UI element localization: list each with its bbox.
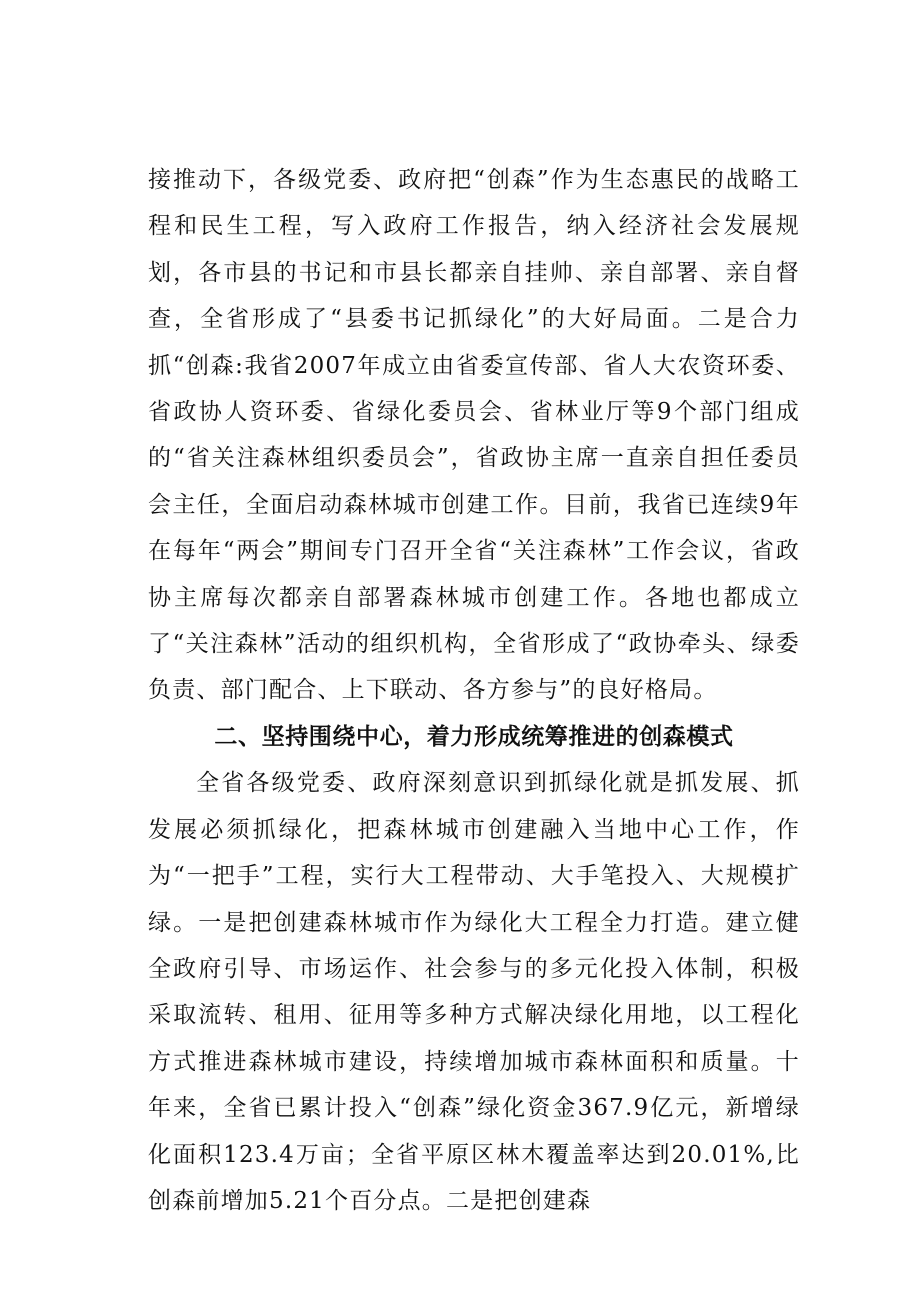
document-body bbox=[148, 157, 800, 1224]
body-paragraph-section-2: 全省各级党委、政府深刻意识到抓绿化就是抓发展、抓发展必须抓绿化，把森林城市创建融入当地中心工作，作为“一把手”工程，实行大工程带动、大手笔投入、大规模扩绿。一是把创建森林城市作为绿化大工程全力打造。建立健全政府引导、市场运作、社会参与的多元化投入体制，积极采取流转、租用、征用等多种方式解决绿化用地，以工程化方式推进森林城市建设，持续增加城市森林面积和质量。十年来，全省已累计投入“创森”绿化资金367.9亿元，新增绿化面积123.4万亩；全省平原区林木覆盖率达到20.01%,比创森前增加5.21个百分点。二是把创建森 bbox=[148, 770, 800, 1214]
section-heading: 二、坚持围绕中心，着力形成统筹推进的创森模式 bbox=[214, 723, 734, 750]
body-paragraph-continued: 接推动下，各级党委、政府把“创森”作为生态惠民的战略工程和民生工程，写入政府工作报告，纳入经济社会发展规划，各市县的书记和市县长都亲自挂帅、亲自部署、亲自督查，全省形成了“县委书记抓绿化”的大好局面。二是合力抓“创森:我省2007年成立由省委宣传部、省人大农资环委、省政协人资环委、省绿化委员会、省林业厅等9个部门组成的“省关注森林组织委员会”，省政协主席一直亲自担任委员会主任，全面启动森林城市创建工作。目前，我省已连续9年在每年“两会”期间专门召开全省“关注森林”工作会议，省政协主席每次都亲自部署森林城市创建工作。各地也都成立了“关注森林”活动的组织机构，全省形成了“政协牵头、绿委负责、部门配合、上下联动、各方参与”的良好格局。 bbox=[148, 167, 800, 704]
